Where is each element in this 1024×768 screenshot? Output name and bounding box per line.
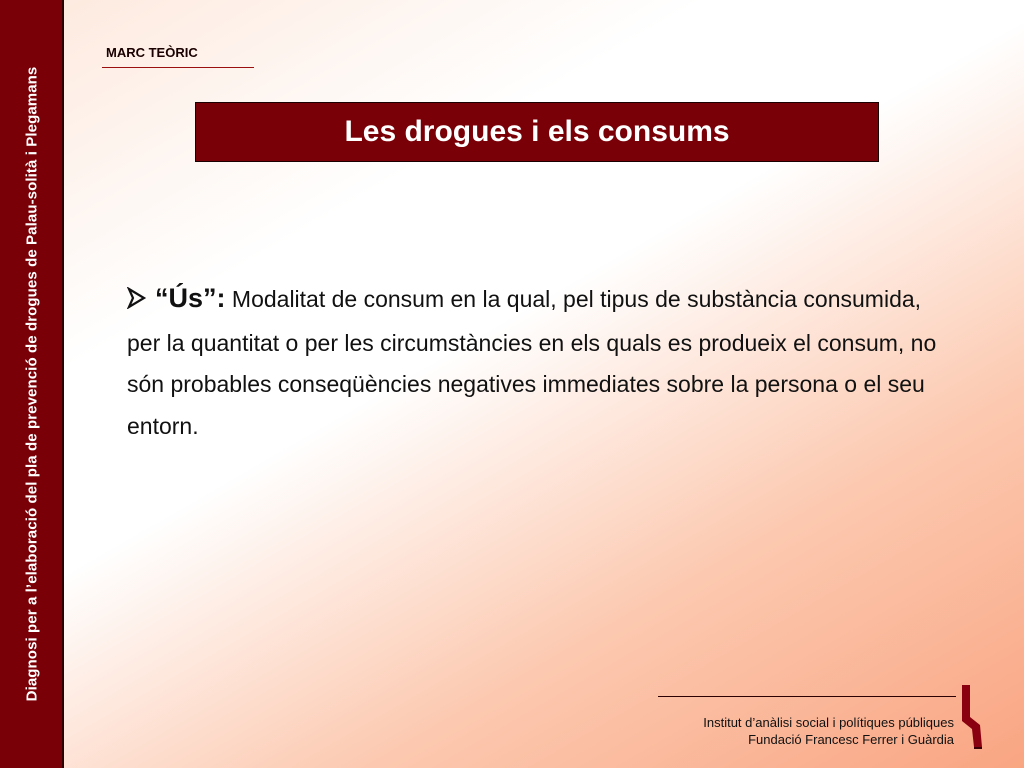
definition-term: “Ús”: [155, 283, 226, 313]
title-box [195, 102, 879, 162]
sidebar-vertical-title: Diagnosi per a l’elaboració del pla de prevenció de drogues de Palau-solità i Plegamans [23, 66, 41, 702]
arrow-bullet-icon [127, 281, 147, 323]
slide-title: Les drogues i els consums [344, 115, 730, 148]
footer-foundation: Fundació Francesc Ferrer i Guàrdia [748, 732, 954, 747]
footer-institute: Institut d’anàlisi social i polítiques públiques [703, 715, 954, 730]
definition-paragraph [127, 278, 947, 447]
footer-divider [658, 696, 956, 697]
section-label: MARC TEÒRIC [106, 45, 198, 60]
section-underline [102, 67, 254, 68]
sidebar-bar [0, 0, 64, 768]
footer-credits [703, 714, 954, 748]
definition-text: Modalitat de consum en la qual, pel tipus de substància consumida, per la quantitat o per les circumstàncies en els quals es produeix el consum, no són probables conseqüències negatives immediates sobre la persona o el seu entorn. [127, 286, 937, 439]
institute-logo [958, 683, 992, 754]
